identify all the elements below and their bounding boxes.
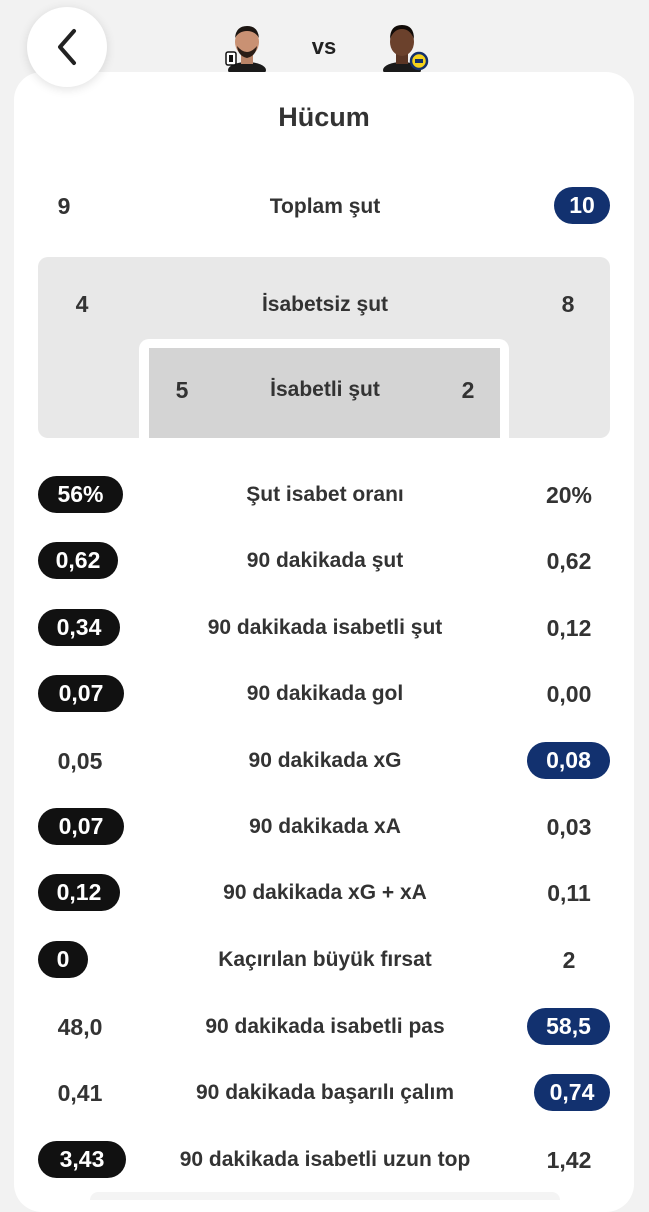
- stat-label: Kaçırılan büyük fırsat: [218, 948, 432, 971]
- stat-left-value: 56%: [38, 476, 123, 513]
- stat-label: 90 dakikada xA: [249, 815, 401, 838]
- next-card-edge: [90, 1192, 560, 1200]
- stat-label: 90 dakikada xG: [248, 749, 402, 772]
- stat-right-value: 0,03: [546, 814, 592, 840]
- back-button[interactable]: [27, 7, 107, 87]
- stat-left-value: 3,43: [38, 1141, 126, 1178]
- stat-right-value: 0,62: [546, 548, 592, 574]
- left-player-avatar[interactable]: [220, 18, 274, 72]
- stat-right-value: 2: [562, 947, 576, 973]
- stat-label: 90 dakikada başarılı çalım: [196, 1081, 454, 1104]
- on-target-right-value: 2: [461, 377, 475, 403]
- stat-left-value: 48,0: [57, 1014, 103, 1040]
- stat-left-value: 0,41: [57, 1080, 103, 1106]
- stat-right-value: 0,74: [534, 1074, 610, 1111]
- stat-label: 90 dakikada isabetli şut: [207, 616, 443, 639]
- stat-label: 90 dakikada xG + xA: [223, 881, 427, 904]
- off-target-right-value: 8: [561, 291, 575, 317]
- off-target-label: İsabetsiz şut: [261, 293, 389, 316]
- vs-label: vs: [311, 34, 337, 59]
- stat-right-value: 58,5: [527, 1008, 610, 1045]
- stat-right-value: 1,42: [546, 1147, 592, 1173]
- off-target-left-value: 4: [75, 291, 89, 317]
- stat-right-value: 0,11: [547, 880, 591, 906]
- chevron-left-icon: [52, 27, 82, 67]
- stat-left-value: 0: [38, 941, 88, 978]
- total-shots-left-value: 9: [57, 193, 71, 219]
- stat-left-value: 0,07: [38, 808, 124, 845]
- stat-right-value: 0,12: [546, 615, 592, 641]
- stat-label: 90 dakikada gol: [246, 682, 404, 705]
- total-shots-right-badge: 10: [554, 187, 610, 224]
- on-target-label: İsabetli şut: [270, 378, 380, 401]
- total-shots-label: Toplam şut: [269, 195, 381, 218]
- stat-right-value: 0,08: [527, 742, 610, 779]
- stat-left-value: 0,34: [38, 609, 120, 646]
- stat-right-value: 0,00: [546, 681, 592, 707]
- stat-label: 90 dakikada isabetli uzun top: [179, 1148, 471, 1171]
- stat-left-value: 0,62: [38, 542, 118, 579]
- section-title: Hücum: [278, 102, 370, 132]
- right-player-avatar[interactable]: [375, 18, 429, 72]
- stat-label: Şut isabet oranı: [246, 483, 404, 506]
- stat-left-value: 0,07: [38, 675, 124, 712]
- stat-left-value: 0,12: [38, 874, 120, 911]
- stat-label: 90 dakikada şut: [246, 549, 404, 572]
- stat-right-value: 20%: [545, 482, 593, 508]
- header: [0, 0, 649, 95]
- stat-left-value: 0,05: [57, 748, 103, 774]
- on-target-left-value: 5: [175, 377, 189, 403]
- stat-label: 90 dakikada isabetli pas: [205, 1015, 445, 1038]
